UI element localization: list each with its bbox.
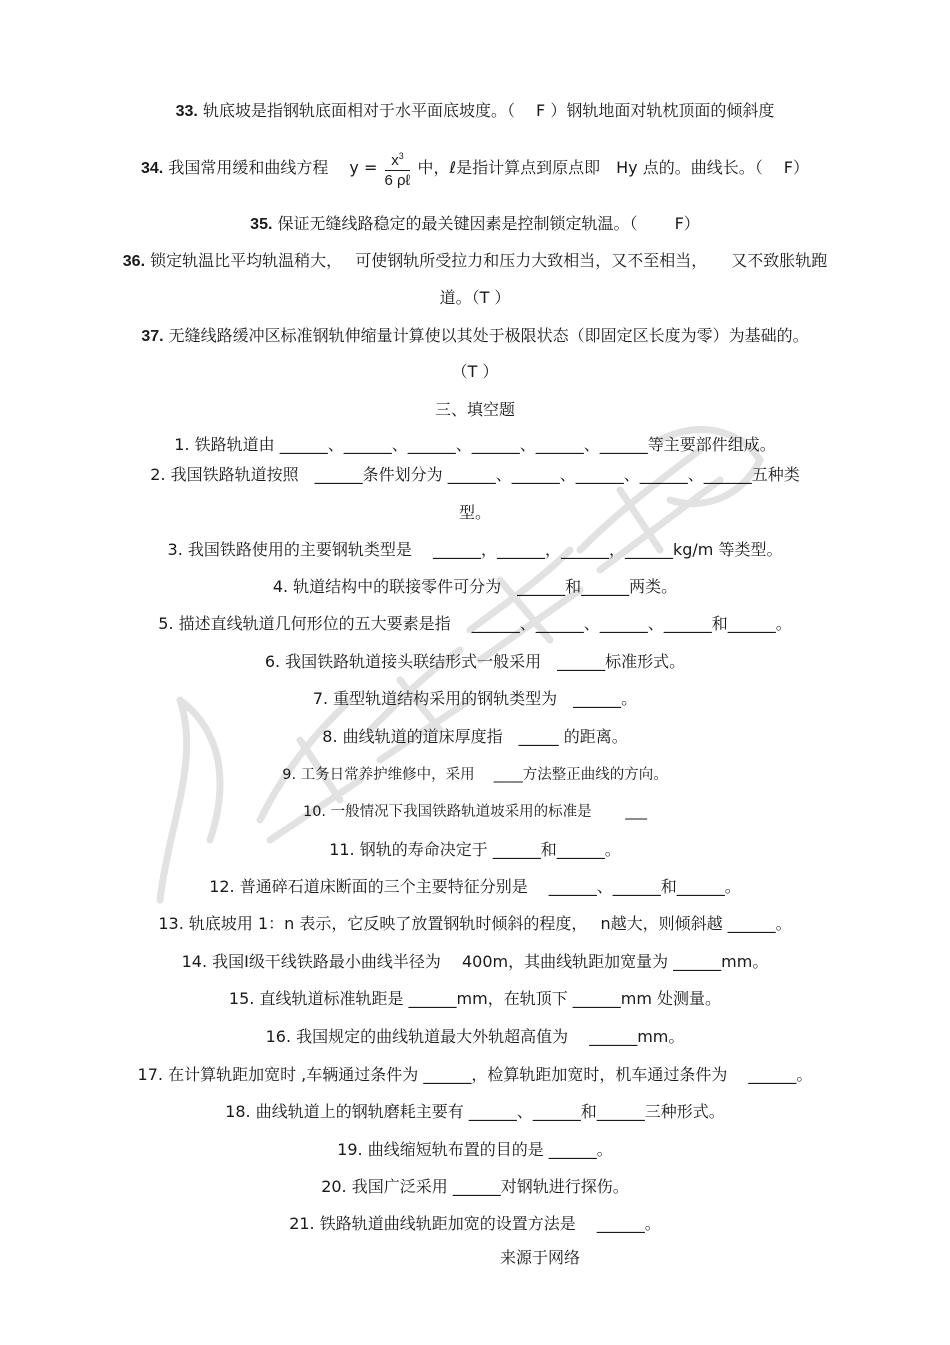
item-number: 36. [122, 253, 146, 270]
fill-question-2: 2. 我国铁路轨道按照 ______条件划分为 ______、______、______、______、______五种类 [150, 465, 800, 484]
tf-item-36-cont [0, 288, 950, 308]
item-number: 37. [141, 328, 164, 345]
item-number: 34. [141, 160, 164, 177]
tf-item-37-cont [0, 362, 950, 382]
item-text: 轨底坡是指钢轨底面相对于水平面底坡度。（ F ）钢轨地面对轨枕顶面的倾斜度 [202, 101, 775, 120]
fill-question-16: 16. 我国规定的曲线轨道最大外轨超高值为 ______mm。 [265, 1027, 685, 1046]
fill-question-13: 13. 轨底坡用 1：n 表示，它反映了放置钢轨时倾斜的程度， n越大，则倾斜越 ______。 [158, 914, 792, 933]
fill-question-11: 11. 钢轨的寿命决定于 ______和______。 [329, 840, 621, 859]
item-text: （T ） [451, 362, 499, 381]
item-text-post: 中，ℓ是指计算点到原点即 Hy 点的。曲线长。（ F） [417, 158, 809, 177]
item-text: 保证无缝线路稳定的最关键因素是控制锁定轨温。（ F） [277, 214, 700, 233]
fill-question-1: 1. 铁路轨道由 ______、______、______、______、______、______等主要部件组成。 [174, 435, 776, 454]
fill-question-10: 10. 一般情况下我国铁路轨道坡采用的标准是 ___ [302, 804, 648, 820]
item-number: 33. [175, 103, 198, 120]
fill-question-12: 12. 普通碎石道床断面的三个主要特征分别是 ______、______和______。 [209, 877, 741, 896]
fill-question-2-cont: 型。 [458, 503, 491, 522]
formula-fraction [385, 147, 411, 191]
fill-question-3: 3. 我国铁路使用的主要钢轨类型是 ______，______，______，______kg/m 等类型。 [167, 540, 783, 559]
fill-question-17: 17. 在计算轨距加宽时 ,车辆通过条件为 ______，检算轨距加宽时，机车通过条件为 ______。 [137, 1065, 813, 1084]
formula-denominator: 6 ρℓ [384, 171, 411, 189]
fill-question-5: 5. 描述直线轨道几何形位的五大要素是指 ______、______、______、______和______。 [158, 614, 792, 633]
fill-question-18: 18. 曲线轨道上的钢轨磨耗主要有 ______、______和______三种形式。 [225, 1102, 725, 1121]
fill-question-20: 20. 我国广泛采用 ______对钢轨进行探伤。 [321, 1177, 629, 1196]
item-text: 道。（T ） [439, 288, 511, 307]
item-text: 锁定轨温比平均轨温稍大， 可使钢轨所受拉力和压力大致相当，又不至相当， 又不致胀轨跑 [150, 251, 828, 270]
fill-question-8: 8. 曲线轨道的道床厚度指 _____ 的距离。 [322, 727, 628, 746]
fill-question-6: 6. 我国铁路轨道接头联结形式一般采用 ______标准形式。 [264, 652, 686, 671]
formula-exponent: 3 [398, 150, 404, 161]
tf-item-35 [0, 214, 950, 235]
item-number: 35. [250, 216, 273, 233]
fill-question-7: 7. 重型轨道结构采用的钢轨类型为 ______。 [312, 689, 638, 708]
item-text-pre: 我国常用缓和曲线方程 y = [168, 158, 378, 177]
fill-question-4: 4. 轨道结构中的联接零件可分为 ______和______两类。 [272, 577, 678, 596]
footer-source: 来源于网络 [500, 1248, 581, 1267]
tf-item-33 [0, 101, 950, 122]
item-text: 无缝线路缓冲区标准钢轨伸缩量计算使以其处于极限状态（即固定区长度为零）为基础的。 [168, 326, 809, 345]
fill-question-15: 15. 直线轨道标准轨距是 ______mm，在轨顶下 ______mm 处测量。 [228, 989, 722, 1008]
fill-question-14: 14. 我国Ⅰ级干线铁路最小曲线半径为 400m，其曲线轨距加宽量为 ______mm。 [181, 952, 769, 971]
formula-numerator: x [391, 151, 399, 169]
tf-item-36 [0, 251, 950, 272]
tf-item-37 [0, 326, 950, 347]
fill-question-19: 19. 曲线缩短轨布置的目的是 ______。 [337, 1140, 613, 1159]
fill-question-21: 21. 铁路轨道曲线轨距加宽的设置方法是 ______。 [289, 1214, 661, 1233]
fill-question-9: 9. 工务日常养护维修中，采用 ____方法整正曲线的方向。 [282, 767, 668, 783]
section-title: 三、填空题 [434, 400, 515, 419]
tf-item-34 [0, 146, 950, 190]
